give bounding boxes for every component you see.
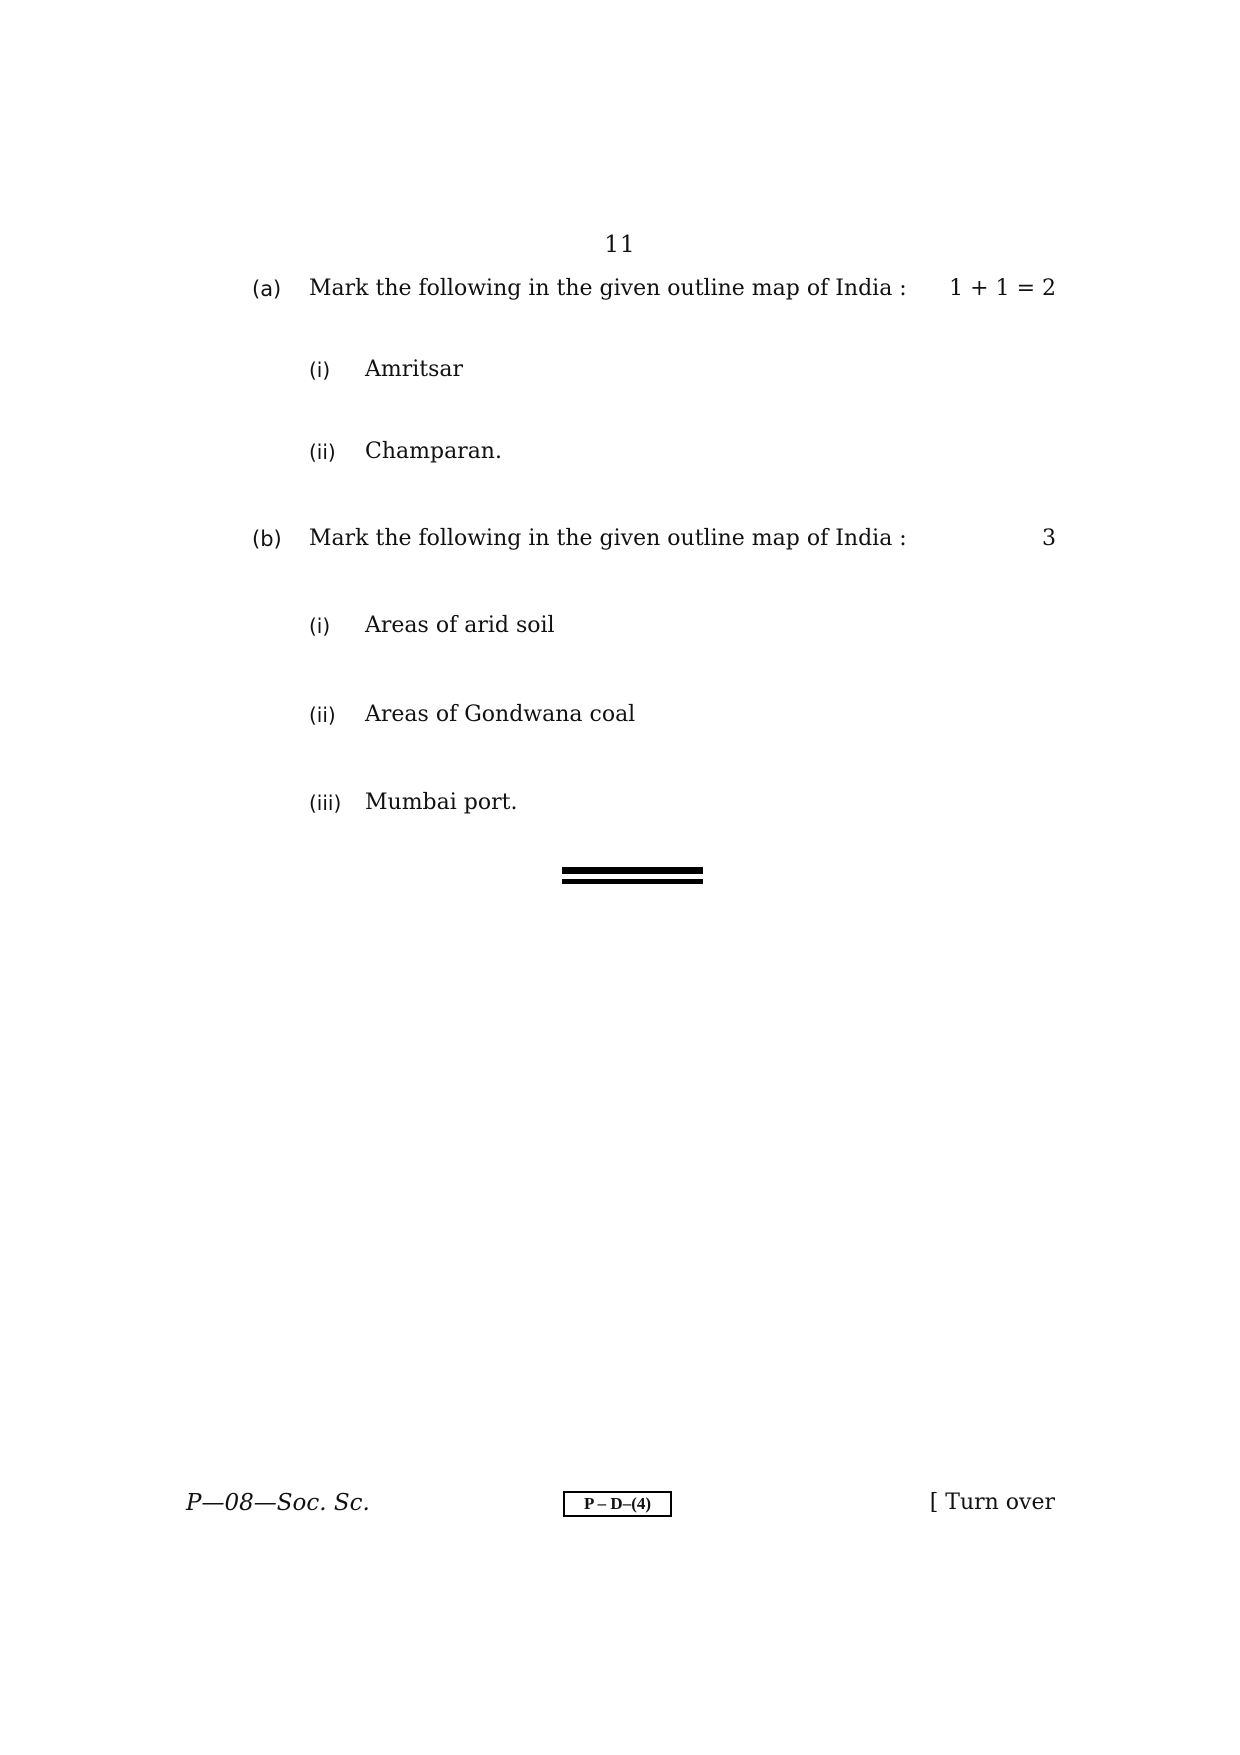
set-code-box: P – D–(4) [563,1491,672,1517]
item-text: Areas of Gondwana coal [365,702,636,727]
item-text: Amritsar [365,357,464,382]
item-label: (ii) [309,703,336,727]
question-marks: 3 [1042,526,1056,551]
item-label: (i) [309,358,331,382]
list-item [0,611,1240,641]
list-item [0,355,1240,385]
turn-over-note: [ Turn over [929,1490,1055,1515]
question-text: Mark the following in the given outline map of India : [309,526,907,551]
list-item [0,700,1240,730]
question-label: (b) [252,527,282,551]
end-rule-bottom [562,879,703,884]
question-marks: 1 + 1 = 2 [949,276,1056,301]
item-text: Mumbai port. [365,790,518,815]
paper-code: P—08—Soc. Sc. [186,1490,370,1516]
question-b [0,524,1240,554]
item-label: (iii) [309,791,342,815]
item-text: Areas of arid soil [365,613,555,638]
item-text: Champaran. [365,439,502,464]
page-number: 11 [604,232,636,258]
item-label: (i) [309,614,331,638]
end-rule-top [562,867,703,874]
list-item [0,437,1240,467]
question-label: (a) [252,277,282,301]
question-text: Mark the following in the given outline map of India : [309,276,907,301]
question-a [0,274,1240,304]
list-item [0,788,1240,818]
item-label: (ii) [309,440,336,464]
